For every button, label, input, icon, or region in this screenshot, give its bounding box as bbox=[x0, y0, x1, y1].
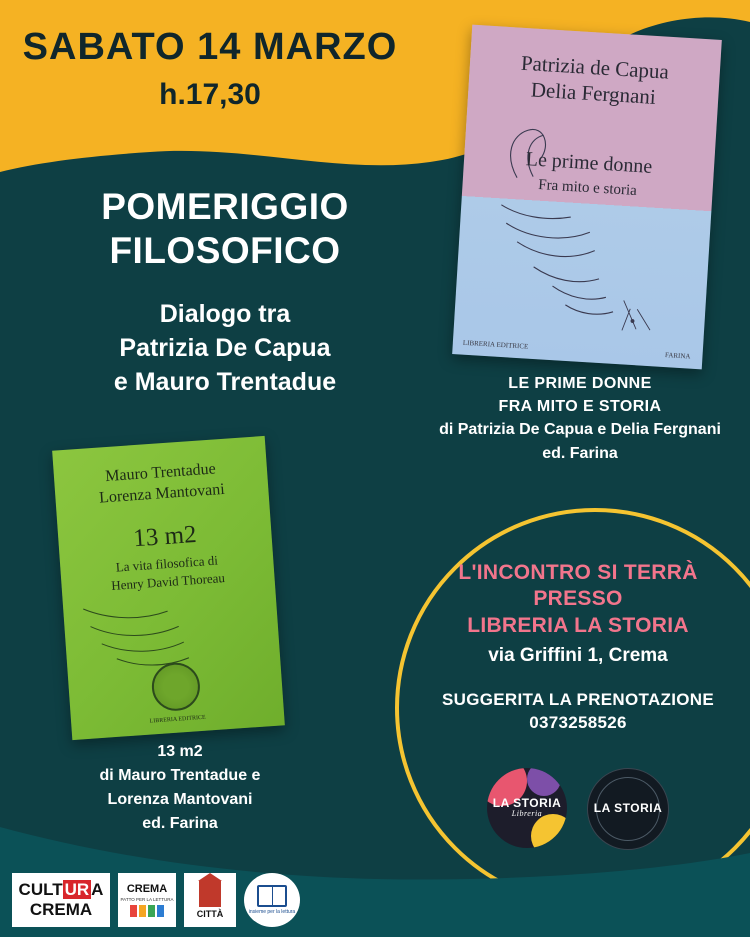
sponsor-cultura-crema bbox=[12, 873, 110, 927]
venue-line-3: LIBRERIA LA STORIA bbox=[467, 613, 689, 637]
logo-la-storia-label bbox=[493, 797, 562, 819]
event-subtitle bbox=[30, 298, 420, 399]
page-title bbox=[30, 185, 420, 272]
venue-info bbox=[418, 560, 738, 735]
book1-caption-line-1: LE PRIME DONNE bbox=[508, 375, 652, 392]
book1-caption-line-4: ed. Farina bbox=[542, 444, 618, 462]
event-date: SABATO 14 MARZO bbox=[22, 26, 398, 68]
logo-la-storia-text: LA STORIA bbox=[492, 796, 562, 810]
book2-subtitle-line-2: Henry David Thoreau bbox=[110, 569, 226, 593]
sponsor-bar bbox=[12, 873, 300, 927]
sponsor-gruppo-lettura bbox=[244, 873, 300, 927]
book-cover-13-m2 bbox=[52, 436, 285, 740]
venue-line-1: L'INCONTRO SI TERRÀ bbox=[458, 561, 698, 584]
book1-caption bbox=[425, 372, 735, 465]
page-title-line-2: FILOSOFICO bbox=[109, 229, 341, 271]
book2-caption-line-3: Lorenza Mantovani bbox=[107, 791, 253, 808]
sponsor-cultura-line-1 bbox=[19, 880, 104, 900]
sponsor-citta-caption: CITTÀ bbox=[196, 909, 224, 919]
book2-subtitle-line-1: La vita filosofica di bbox=[115, 552, 219, 575]
book1-caption-line-3: di Patrizia De Capua e Delia Fergnani bbox=[439, 421, 721, 439]
book2-author-1: Mauro Trentadue bbox=[104, 460, 217, 486]
book1-authors bbox=[468, 47, 721, 115]
sponsor-cultura-b: A bbox=[91, 880, 104, 899]
book2-title: 13 m2 bbox=[132, 520, 198, 553]
book2-publisher-seal bbox=[150, 661, 201, 712]
book-cover-le-prime-donne bbox=[452, 25, 722, 370]
tower-icon bbox=[199, 881, 221, 907]
logo-la-storia-dark-label: LA STORIA bbox=[593, 801, 663, 816]
book2-caption-line-2: di Mauro Trentadue e bbox=[99, 767, 261, 784]
sponsor-crema-patto-lettura bbox=[118, 873, 176, 927]
book1-author-2: Delia Fergnani bbox=[530, 77, 657, 110]
sponsor-lettura-caption: insieme per la lettura bbox=[248, 909, 296, 915]
venue-line-2: PRESSO bbox=[533, 587, 623, 611]
sponsor-cultura-line-2: CREMA bbox=[29, 900, 93, 919]
subtitle-line-1: Dialogo tra bbox=[159, 300, 291, 328]
book1-publisher-mark-left: LIBRERIA EDITRICE bbox=[462, 338, 529, 351]
booking-note bbox=[418, 689, 738, 735]
booking-phone: 0373258526 bbox=[529, 712, 627, 732]
book2-caption-line-1: 13 m2 bbox=[157, 743, 203, 760]
subtitle-line-2: Patrizia De Capua bbox=[119, 333, 331, 362]
book2-author-2: Lorenza Mantovani bbox=[98, 480, 226, 507]
page-title-line-1: POMERIGGIO bbox=[101, 186, 349, 227]
book2-caption-line-4: ed. Farina bbox=[142, 815, 218, 832]
venue-address: via Griffini 1, Crema bbox=[488, 644, 668, 666]
sponsor-crema-bars-icon bbox=[130, 905, 164, 917]
sponsor-cultura-hl: UR bbox=[64, 880, 90, 899]
subtitle-line-3: e Mauro Trentadue bbox=[113, 367, 337, 396]
logo-la-storia-sub: Libreria bbox=[511, 809, 543, 819]
book2-authors bbox=[54, 456, 269, 512]
event-time: h.17,30 bbox=[159, 78, 261, 111]
sponsor-cultura-a: CULT bbox=[18, 880, 63, 899]
book1-subtitle: Fra mito e storia bbox=[537, 177, 638, 200]
book1-title: Le prime donne bbox=[525, 148, 653, 178]
book1-publisher-mark-right: FARINA bbox=[664, 351, 691, 361]
sponsor-crema-sub: PATTO PER LA LETTURA bbox=[120, 897, 174, 902]
booking-note-line-1: SUGGERITA LA PRENOTAZIONE bbox=[442, 689, 714, 709]
book2-publisher-mark: LIBRERIA EDITRICE bbox=[149, 714, 206, 725]
book1-caption-line-2: FRA MITO E STORIA bbox=[498, 398, 662, 416]
open-book-icon bbox=[257, 885, 287, 907]
sponsor-crema-title: CREMA bbox=[126, 883, 168, 895]
sponsor-citta-di-crema bbox=[184, 873, 236, 927]
book1-author-1: Patrizia de Capua bbox=[520, 50, 670, 84]
